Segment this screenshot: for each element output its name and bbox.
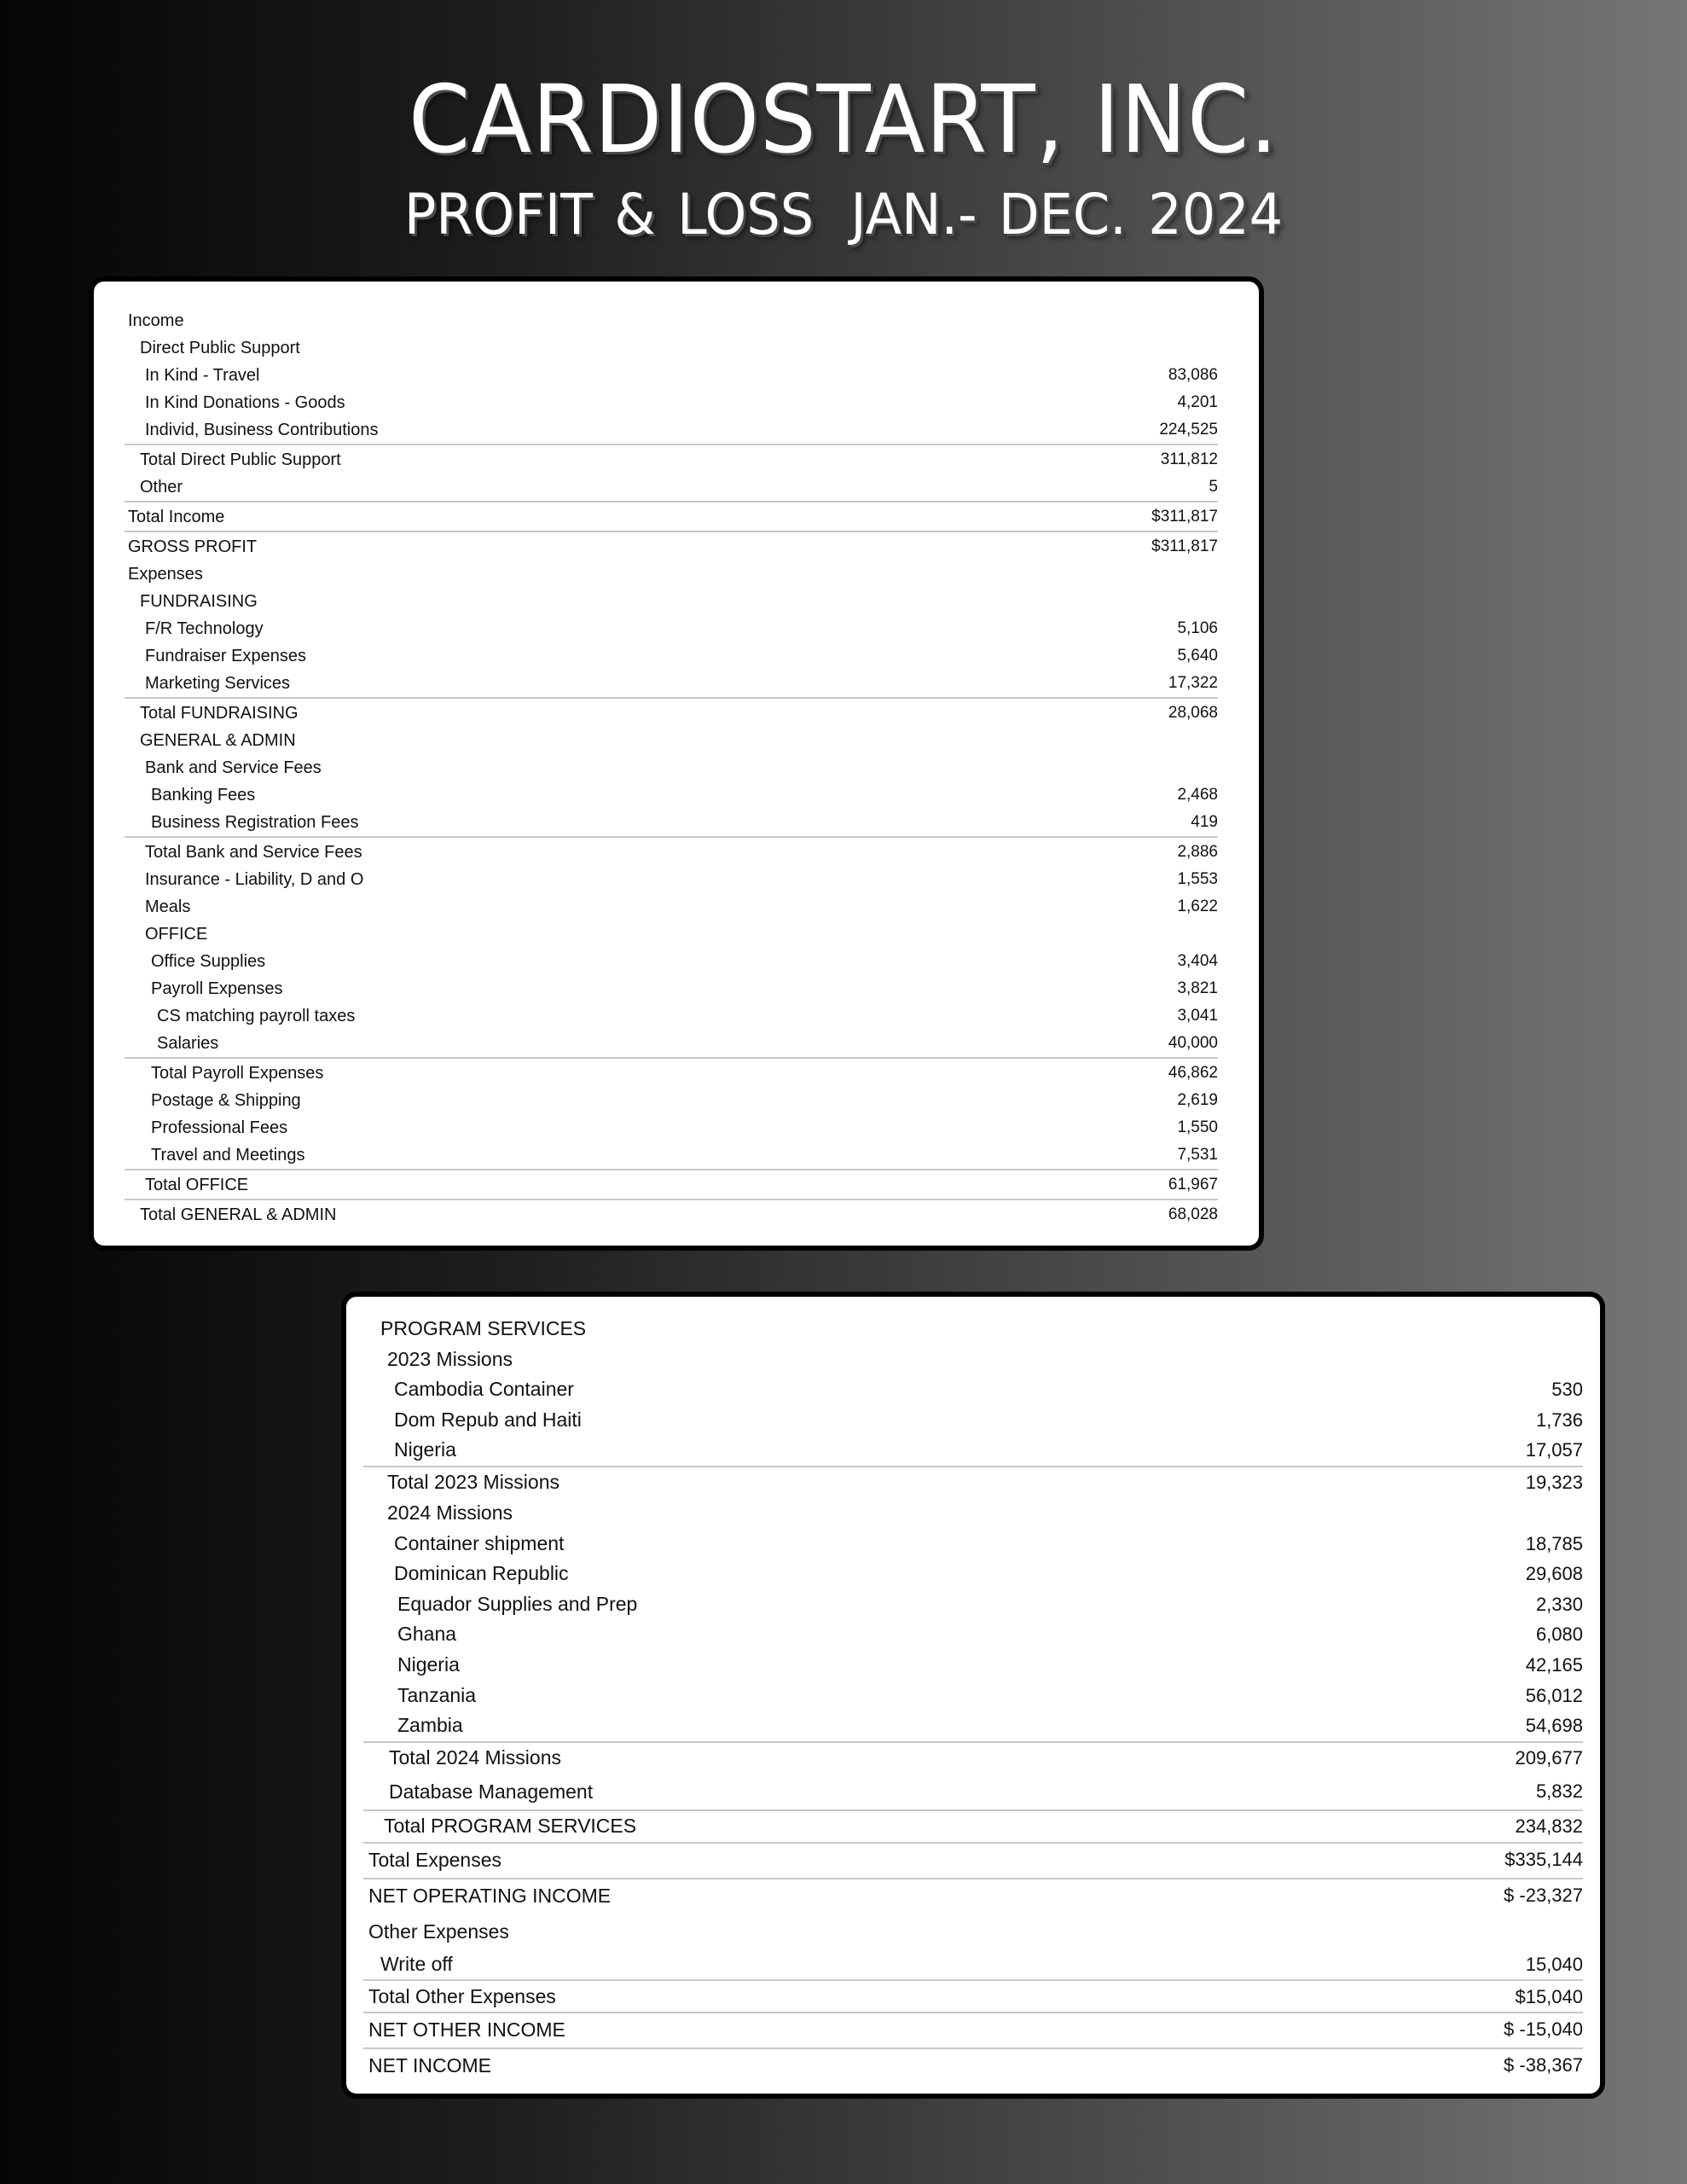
line-item-label: Write off bbox=[380, 1952, 453, 1975]
line-item-label: CS matching payroll taxes bbox=[157, 1007, 356, 1025]
line-item-row bbox=[125, 893, 1218, 921]
line-item-amount: 28,068 bbox=[1168, 704, 1218, 722]
line-item-amount: 6,080 bbox=[1535, 1623, 1583, 1646]
line-item-label: Business Registration Fees bbox=[151, 813, 359, 832]
line-item-row bbox=[125, 1141, 1218, 1169]
line-item-amount: 83,086 bbox=[1168, 366, 1218, 384]
line-item-amount: $311,817 bbox=[1151, 508, 1218, 526]
line-item-label: Total 2024 Missions bbox=[389, 1746, 561, 1769]
line-item-list bbox=[125, 307, 1218, 1228]
line-item-row bbox=[125, 670, 1218, 697]
total-row bbox=[125, 1199, 1218, 1228]
line-item-amount: 3,404 bbox=[1177, 952, 1218, 970]
line-item-amount: 209,677 bbox=[1515, 1747, 1583, 1769]
line-item-label: Tanzania bbox=[397, 1683, 477, 1706]
line-item-label: Zambia bbox=[397, 1714, 463, 1737]
line-item-label: Salaries bbox=[157, 1034, 219, 1053]
total-row bbox=[363, 1809, 1583, 1842]
line-item-amount: 7,531 bbox=[1177, 1146, 1218, 1164]
line-item-label: Marketing Services bbox=[145, 674, 291, 693]
line-item-row bbox=[125, 389, 1218, 416]
line-item-row bbox=[363, 1949, 1583, 1980]
program-services-and-net-income-panel bbox=[341, 1292, 1605, 2099]
line-item-amount: 40,000 bbox=[1168, 1034, 1218, 1052]
line-item-label: Total 2023 Missions bbox=[387, 1471, 559, 1494]
line-item-label: Postage & Shipping bbox=[151, 1091, 301, 1110]
line-item-label: Other bbox=[140, 478, 183, 497]
report-header bbox=[0, 67, 1687, 251]
line-item-row bbox=[125, 561, 1218, 588]
total-row bbox=[363, 1741, 1583, 1774]
line-item-label: Office Supplies bbox=[151, 952, 266, 971]
line-item-label: Total OFFICE bbox=[145, 1176, 249, 1194]
line-item-label: Banking Fees bbox=[151, 786, 256, 804]
line-item-row bbox=[125, 1114, 1218, 1141]
line-item-label: Total Bank and Service Fees bbox=[145, 843, 362, 862]
line-item-label: Database Management bbox=[389, 1780, 594, 1803]
line-item-amount: $311,817 bbox=[1151, 537, 1218, 555]
line-item-row bbox=[125, 615, 1218, 642]
total-row bbox=[363, 1842, 1583, 1878]
line-item-amount: $ -15,040 bbox=[1504, 2018, 1583, 2041]
line-item-amount: 3,821 bbox=[1177, 979, 1218, 997]
line-item-amount: 2,468 bbox=[1177, 786, 1218, 804]
line-item-row bbox=[363, 1589, 1583, 1620]
line-item-row bbox=[363, 1619, 1583, 1650]
line-item-amount: 5,640 bbox=[1177, 647, 1218, 665]
line-item-row bbox=[125, 1087, 1218, 1114]
line-item-row bbox=[125, 1030, 1218, 1057]
line-item-row bbox=[125, 334, 1218, 362]
line-item-row bbox=[363, 1711, 1583, 1741]
line-item-amount: 68,028 bbox=[1168, 1205, 1218, 1223]
line-item-amount: $ -23,327 bbox=[1504, 1884, 1583, 1906]
line-item-label: Total Direct Public Support bbox=[140, 450, 341, 469]
line-item-row bbox=[363, 1914, 1583, 1949]
line-item-label: Container shipment bbox=[394, 1531, 565, 1554]
total-row bbox=[125, 1057, 1218, 1087]
line-item-label: Total FUNDRAISING bbox=[140, 704, 299, 723]
line-item-label: Dom Repub and Haiti bbox=[394, 1408, 582, 1431]
line-item-row bbox=[363, 1498, 1583, 1529]
line-item-amount: 56,012 bbox=[1525, 1684, 1583, 1706]
line-item-row bbox=[125, 362, 1218, 389]
line-item-label: Ghana bbox=[397, 1623, 457, 1646]
line-item-label: Total PROGRAM SERVICES bbox=[384, 1815, 637, 1838]
line-item-label: 2023 Missions bbox=[387, 1347, 513, 1370]
line-item-amount: 2,330 bbox=[1535, 1593, 1583, 1615]
line-item-label: F/R Technology bbox=[145, 619, 264, 638]
line-item-label: NET OPERATING INCOME bbox=[368, 1884, 612, 1907]
line-item-row bbox=[125, 307, 1218, 334]
line-item-row bbox=[363, 1314, 1583, 1345]
total-row bbox=[125, 531, 1218, 561]
line-item-label: Expenses bbox=[128, 565, 203, 584]
line-item-amount: 46,862 bbox=[1168, 1064, 1218, 1082]
line-item-label: Bank and Service Fees bbox=[145, 758, 322, 777]
line-item-label: NET INCOME bbox=[368, 2054, 491, 2077]
line-item-list bbox=[363, 1314, 1583, 2083]
line-item-row bbox=[125, 588, 1218, 615]
line-item-amount: 530 bbox=[1551, 1379, 1583, 1401]
line-item-label: GROSS PROFIT bbox=[128, 537, 258, 556]
total-row bbox=[125, 836, 1218, 866]
report-name: PROFIT & LOSS bbox=[403, 182, 815, 247]
line-item-amount: 17,057 bbox=[1525, 1439, 1583, 1461]
line-item-label: Direct Public Support bbox=[140, 339, 300, 357]
line-item-amount: 29,608 bbox=[1525, 1563, 1583, 1585]
line-item-amount: 1,553 bbox=[1177, 870, 1218, 888]
line-item-label: Nigeria bbox=[394, 1438, 456, 1461]
total-row bbox=[125, 697, 1218, 727]
line-item-row bbox=[125, 642, 1218, 670]
line-item-amount: 61,967 bbox=[1168, 1176, 1218, 1194]
line-item-row bbox=[363, 1345, 1583, 1375]
line-item-row bbox=[363, 1681, 1583, 1711]
line-item-row bbox=[363, 1559, 1583, 1589]
line-item-label: 2024 Missions bbox=[387, 1501, 513, 1524]
line-item-label: Total GENERAL & ADMIN bbox=[140, 1205, 337, 1224]
line-item-amount: 3,041 bbox=[1177, 1007, 1218, 1025]
line-item-row bbox=[363, 1435, 1583, 1466]
total-row bbox=[363, 1466, 1583, 1498]
line-item-amount: 2,619 bbox=[1177, 1091, 1218, 1109]
total-row bbox=[125, 1169, 1218, 1199]
company-name: CARDIOSTART, INC. bbox=[409, 65, 1278, 174]
line-item-amount: 311,812 bbox=[1160, 450, 1218, 468]
line-item-row bbox=[125, 754, 1218, 781]
line-item-amount: 19,323 bbox=[1525, 1472, 1583, 1494]
line-item-label: GENERAL & ADMIN bbox=[140, 731, 296, 750]
total-row bbox=[125, 444, 1218, 473]
line-item-amount: $ -38,367 bbox=[1504, 2054, 1583, 2077]
line-item-amount: 18,785 bbox=[1525, 1532, 1583, 1554]
line-item-label: OFFICE bbox=[145, 925, 208, 944]
line-item-label: Other Expenses bbox=[368, 1920, 509, 1943]
line-item-row bbox=[125, 809, 1218, 836]
line-item-label: Nigeria bbox=[397, 1653, 460, 1676]
line-item-label: FUNDRAISING bbox=[140, 592, 258, 611]
report-period: JAN.- DEC. 2024 bbox=[850, 182, 1284, 247]
line-item-label: Total Expenses bbox=[368, 1848, 501, 1871]
line-item-label: Meals bbox=[145, 897, 191, 916]
line-item-label: NET OTHER INCOME bbox=[368, 2018, 565, 2042]
line-item-label: Travel and Meetings bbox=[151, 1146, 305, 1165]
line-item-amount: 234,832 bbox=[1515, 1815, 1583, 1838]
line-item-label: In Kind - Travel bbox=[145, 366, 260, 385]
line-item-row bbox=[363, 1774, 1583, 1809]
line-item-amount: 5 bbox=[1209, 478, 1218, 496]
line-item-row bbox=[125, 1002, 1218, 1030]
line-item-row bbox=[125, 781, 1218, 809]
line-item-label: Fundraiser Expenses bbox=[145, 647, 306, 665]
line-item-label: Dominican Republic bbox=[394, 1562, 569, 1585]
line-item-amount: 419 bbox=[1191, 813, 1218, 831]
line-item-amount: 15,040 bbox=[1525, 1953, 1583, 1975]
line-item-label: Individ, Business Contributions bbox=[145, 421, 379, 439]
line-item-amount: 42,165 bbox=[1525, 1653, 1583, 1676]
line-item-row bbox=[125, 473, 1218, 501]
line-item-label: Payroll Expenses bbox=[151, 979, 283, 998]
line-item-label: Insurance - Liability, D and O bbox=[145, 870, 364, 889]
line-item-amount: 1,550 bbox=[1177, 1118, 1218, 1136]
line-item-row bbox=[125, 948, 1218, 975]
total-row bbox=[125, 501, 1218, 531]
line-item-amount: $335,144 bbox=[1504, 1848, 1583, 1870]
line-item-amount: 2,886 bbox=[1177, 843, 1218, 861]
line-item-label: Cambodia Container bbox=[394, 1378, 574, 1401]
income-and-expenses-panel bbox=[89, 276, 1264, 1251]
line-item-row bbox=[363, 1405, 1583, 1436]
line-item-amount: 224,525 bbox=[1159, 421, 1218, 439]
line-item-amount: 17,322 bbox=[1168, 674, 1218, 692]
line-item-label: Total Income bbox=[128, 508, 225, 526]
line-item-label: Income bbox=[128, 311, 184, 330]
line-item-row bbox=[125, 727, 1218, 754]
line-item-row bbox=[363, 1650, 1583, 1681]
line-item-row bbox=[363, 1374, 1583, 1405]
total-row bbox=[363, 2048, 1583, 2083]
line-item-row bbox=[125, 921, 1218, 948]
line-item-row bbox=[125, 975, 1218, 1002]
line-item-amount: 5,106 bbox=[1177, 619, 1218, 637]
line-item-label: Total Payroll Expenses bbox=[151, 1064, 324, 1083]
line-item-amount: 4,201 bbox=[1177, 393, 1218, 411]
line-item-amount: 5,832 bbox=[1535, 1780, 1583, 1802]
line-item-amount: 54,698 bbox=[1525, 1715, 1583, 1737]
line-item-row bbox=[363, 1529, 1583, 1560]
total-row bbox=[363, 2012, 1583, 2048]
report-subtitle bbox=[50, 179, 1636, 251]
line-item-amount: $15,040 bbox=[1515, 1985, 1583, 2007]
line-item-label: Total Other Expenses bbox=[368, 1984, 556, 2007]
line-item-row bbox=[125, 416, 1218, 444]
total-row bbox=[363, 1979, 1583, 2012]
line-item-label: PROGRAM SERVICES bbox=[380, 1317, 587, 1339]
line-item-row bbox=[125, 866, 1218, 893]
line-item-label: Equador Supplies and Prep bbox=[397, 1592, 638, 1615]
total-row bbox=[363, 1878, 1583, 1914]
line-item-label: Professional Fees bbox=[151, 1118, 288, 1137]
line-item-amount: 1,736 bbox=[1535, 1409, 1583, 1431]
line-item-label: In Kind Donations - Goods bbox=[145, 393, 345, 412]
line-item-amount: 1,622 bbox=[1177, 897, 1218, 915]
